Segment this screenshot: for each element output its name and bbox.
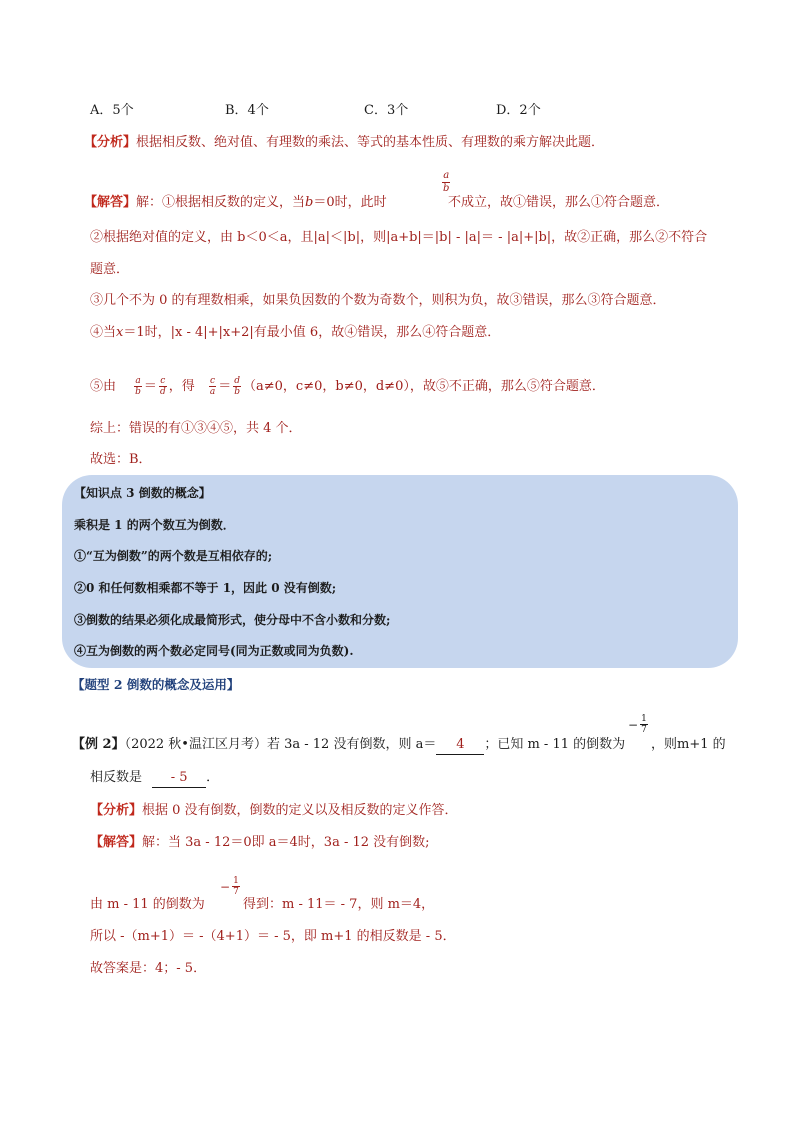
- f4-den: b: [234, 387, 241, 397]
- solution-2-line-3: 所以 -（m+1）＝ -（4+1）＝ - 5，即 m+1 的相反数是 - 5．: [90, 929, 456, 944]
- analysis-2: [90, 802, 458, 820]
- frac-den: 7: [233, 887, 239, 897]
- example-frac-neg-1-7: [628, 714, 648, 735]
- f2-den: d: [159, 387, 166, 397]
- line2-a: 相反数是: [90, 770, 143, 785]
- f1-num: a: [135, 376, 141, 386]
- solution-line1-b: ＝0时，此时: [313, 195, 387, 210]
- solution-line1-a: 解：①根据相反数的定义，当: [136, 195, 306, 210]
- eq1: ＝: [143, 379, 157, 394]
- frac-num: 1: [233, 876, 239, 886]
- solution-line-4: [90, 324, 500, 342]
- line4-b: ＝1时，|x - 4|+|x+2|有最小值 6，故④错误，那么④符合题意．: [123, 325, 501, 340]
- solution2-line1: 解：当 3a - 12＝0即 a＝4时，3a - 12 没有倒数;: [142, 835, 430, 850]
- analysis-text: 根据相反数、绝对值、有理数的乘法、等式的基本性质、有理数的乘方解决此题．: [136, 135, 605, 150]
- knowledge-line-4: ③倒数的结果必须化成最简形式，使分母中不含小数和分数;: [74, 613, 391, 627]
- option-b: B．4个: [225, 103, 269, 118]
- solution-line1-c: 不成立，故①错误，那么①符合题意．: [448, 195, 670, 210]
- solution-line-3: ③几个不为 0 的有理数相乘，如果负因数的个数为奇数个，则积为负，故③错误，那么③符合题意．: [90, 293, 666, 308]
- line2-b: ．: [206, 770, 220, 785]
- analysis-label: 【分析】: [84, 135, 137, 150]
- solution-2-line-4: 故答案是：4；- 5．: [90, 961, 207, 976]
- solution-line-2: ②根据绝对值的定义，由 b＜0＜a，且|a|＜|b|，则|a+b|＝|b| - |a|＝ - |a|+|b|，故②正确，那么②不符合: [90, 230, 708, 245]
- fraction-c-a: [209, 376, 216, 397]
- frac-num: 1: [641, 714, 647, 724]
- fraction-d-b: [233, 376, 241, 397]
- example-text-c: ，则m+1 的: [651, 737, 726, 752]
- solution-2-line-1: [90, 834, 430, 852]
- line4-a: ④当: [90, 325, 117, 340]
- eq2: ＝: [218, 379, 232, 394]
- example-label: 【例 2】: [72, 737, 125, 752]
- solution-summary: 综上：错误的有①③④⑤，共 4 个．: [90, 421, 302, 436]
- topic-title: 【题型 2 倒数的概念及运用】: [72, 677, 240, 692]
- knowledge-panel: [62, 475, 738, 668]
- var-x: x: [116, 325, 124, 340]
- option-a: A．5个: [90, 103, 134, 118]
- knowledge-line-2: ①“互为倒数”的两个数是互相依存的;: [74, 549, 273, 563]
- frac-den: b: [443, 183, 450, 194]
- solution2-frac-neg-1-7: [220, 876, 240, 897]
- option-c: C．3个: [364, 103, 409, 118]
- var-b: b: [305, 195, 314, 210]
- fraction-a-over-b: [442, 170, 450, 195]
- frac-den: 7: [641, 725, 647, 735]
- solution-line-5: [90, 375, 605, 399]
- f4-num: d: [234, 376, 241, 386]
- knowledge-title: 【知识点 3 倒数的概念】: [74, 486, 211, 500]
- analysis-1: [84, 134, 604, 152]
- knowledge-line-5: ④互为倒数的两个数必定同号(同为正数或同为负数).: [74, 644, 354, 658]
- solution-1-line-1: [84, 194, 387, 212]
- knowledge-line-1: 乘积是 1 的两个数互为倒数．: [74, 518, 235, 532]
- f2-num: c: [160, 376, 166, 386]
- example-2-line-1: [72, 736, 625, 755]
- analysis2-label: 【分析】: [90, 803, 143, 818]
- f3-den: a: [209, 387, 216, 397]
- frac-num: a: [443, 170, 450, 181]
- solution-label: 【解答】: [84, 195, 137, 210]
- line5-c: （a≠0，c≠0，b≠0，d≠0），故⑤不正确，那么⑤符合题意．: [243, 379, 605, 394]
- frac-sign: −: [628, 717, 639, 732]
- knowledge-line-3: ②0 和任何数相乘都不等于 1，因此 0 没有倒数;: [74, 581, 337, 595]
- solution2-label: 【解答】: [90, 835, 143, 850]
- solution-choice: 故选：B．: [90, 452, 152, 467]
- example-2-line-2: [90, 769, 219, 788]
- f3-num: c: [210, 376, 216, 386]
- analysis2-text: 根据 0 没有倒数，倒数的定义以及相反数的定义作答．: [142, 803, 458, 818]
- answer-blank-2: - 5: [152, 769, 206, 788]
- fraction-c-d: [159, 376, 167, 397]
- f1-den: b: [135, 387, 141, 397]
- solution-line-2-cont: 题意．: [90, 262, 130, 277]
- solution-2-line-2b: 得到：m - 11＝ - 7，则 m＝4，: [243, 897, 435, 912]
- line5-a: ⑤由: [90, 379, 117, 394]
- example-text-a: （2022 秋•温江区月考）若 3a - 12 没有倒数，则 a＝: [124, 737, 437, 752]
- frac-sign: −: [220, 879, 231, 894]
- answer-blank-1: 4: [436, 736, 484, 755]
- line5-b: ，得: [168, 379, 195, 394]
- option-d: D．2个: [496, 103, 541, 118]
- solution-2-line-2a: 由 m - 11 的倒数为: [90, 897, 205, 912]
- example-text-b: ；已知 m - 11 的倒数为: [484, 737, 626, 752]
- fraction-a-b: [134, 376, 142, 397]
